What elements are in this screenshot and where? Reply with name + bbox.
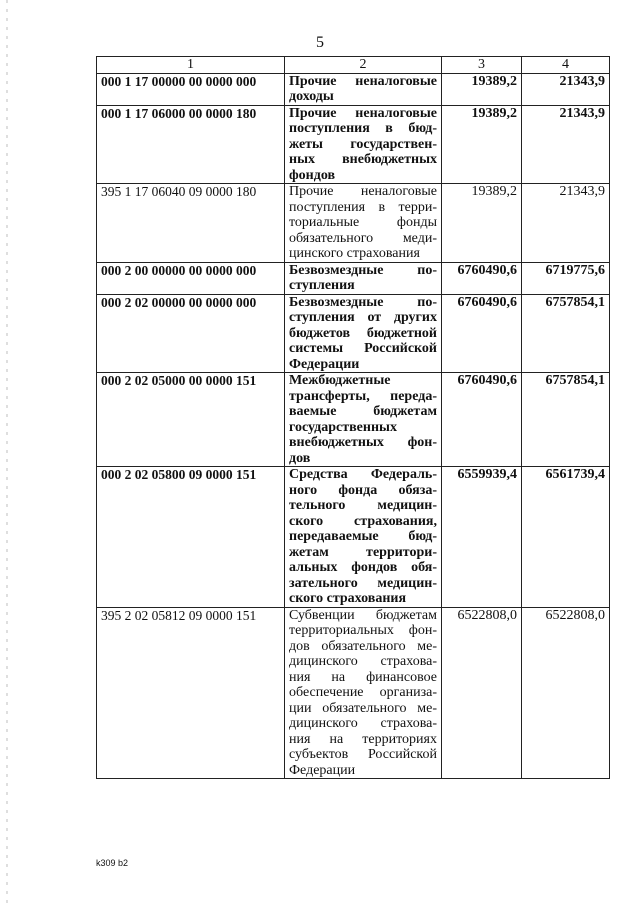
revenue-name-line: территориальных фон-	[289, 623, 437, 638]
revenue-name-line: ции обязательного ме-	[289, 700, 437, 716]
revenue-name-line: Прочие неналоговые	[289, 184, 437, 199]
table-row	[97, 373, 610, 467]
amount-column-3: 19389,2	[442, 184, 522, 263]
footer-document-code: k309 b2	[96, 858, 129, 868]
revenue-name-line: дов обязательного ме-	[289, 638, 437, 654]
revenue-name-line: Межбюджетные	[289, 373, 391, 388]
revenue-name-line: обязательного меди-	[289, 230, 437, 246]
revenue-name-line: ториальные фонды	[289, 215, 437, 230]
revenue-name-line: ступления	[289, 278, 355, 293]
amount-column-4: 6561739,4	[522, 467, 610, 608]
budget-classification-code: 000 2 00 00000 00 0000 000	[97, 262, 285, 294]
revenue-name	[285, 105, 442, 184]
revenue-name-line: тельного медицин-	[289, 498, 437, 513]
revenue-name-line: ского страхования,	[289, 513, 437, 529]
amount-column-4: 6719775,6	[522, 262, 610, 294]
budget-classification-code: 000 1 17 06000 00 0000 180	[97, 105, 285, 184]
revenue-name-line: Средства Федераль-	[289, 467, 437, 482]
revenue-name-line: альных фондов обя-	[289, 560, 437, 575]
revenue-name-line: трансферты, переда-	[289, 388, 437, 404]
amount-column-4: 6757854,1	[522, 294, 610, 373]
revenue-name-line: дов	[289, 450, 311, 466]
revenue-name-line: поступления в бюд-	[289, 121, 437, 136]
column-number-3: 3	[442, 57, 522, 74]
amount-column-3: 6760490,6	[442, 262, 522, 294]
revenue-name-line: ния на финансовое	[289, 669, 437, 685]
amount-column-3: 6760490,6	[442, 373, 522, 467]
amount-column-3: 19389,2	[442, 105, 522, 184]
revenue-name-line: цинского страхования	[289, 246, 420, 261]
amount-column-4: 21343,9	[522, 73, 610, 105]
revenue-name-line: бюджетов бюджетной	[289, 325, 437, 341]
revenue-name-line: ного фонда обяза-	[289, 482, 437, 498]
revenue-name-line: ского страхования	[289, 591, 407, 606]
amount-column-4: 6757854,1	[522, 373, 610, 467]
revenue-name-line: обеспечение организа-	[289, 685, 437, 700]
amount-column-4: 6522808,0	[522, 607, 610, 779]
revenue-name	[285, 607, 442, 779]
revenue-name-line: Прочие неналоговые	[289, 105, 437, 121]
revenue-name-line: жетам территори-	[289, 544, 437, 560]
revenue-name	[285, 294, 442, 373]
budget-classification-code: 000 2 02 00000 00 0000 000	[97, 294, 285, 373]
amount-column-3: 6760490,6	[442, 294, 522, 373]
revenue-name	[285, 73, 442, 105]
table-row	[97, 467, 610, 608]
budget-classification-code: 395 1 17 06040 09 0000 180	[97, 184, 285, 263]
revenue-name-line: зательного медицин-	[289, 575, 437, 591]
table-row	[97, 105, 610, 184]
budget-classification-code: 000 2 02 05800 09 0000 151	[97, 467, 285, 608]
column-number-4: 4	[522, 57, 610, 74]
table-body	[97, 73, 610, 779]
budget-classification-code: 000 1 17 00000 00 0000 000	[97, 73, 285, 105]
scan-edge-artifact	[6, 0, 8, 905]
revenue-name-line: Безвозмездные по-	[289, 262, 437, 278]
revenue-name-line: поступления в терри-	[289, 199, 437, 215]
budget-classification-code: 395 2 02 05812 09 0000 151	[97, 607, 285, 779]
column-number-row	[97, 57, 610, 74]
amount-column-3: 6522808,0	[442, 607, 522, 779]
page-number: 5	[316, 34, 324, 51]
table-row	[97, 184, 610, 263]
revenue-name-line: ния на территориях	[289, 731, 437, 747]
revenue-name-line: фондов	[289, 167, 336, 183]
revenue-name-line: Федерации	[289, 356, 360, 372]
revenue-name-line: жеты государствен-	[289, 136, 437, 152]
revenue-name-line: дицинского страхова-	[289, 716, 437, 731]
budget-revenue-table	[96, 56, 610, 779]
column-number-1: 1	[97, 57, 285, 74]
revenue-name	[285, 467, 442, 608]
amount-column-3: 6559939,4	[442, 467, 522, 608]
revenue-name-line: ваемые бюджетам	[289, 404, 437, 419]
revenue-name	[285, 373, 442, 467]
amount-column-3: 19389,2	[442, 73, 522, 105]
revenue-name-line: Безвозмездные по-	[289, 294, 437, 310]
revenue-name-line: государственных	[289, 419, 397, 435]
revenue-name-line: передаваемые бюд-	[289, 529, 437, 544]
table-row	[97, 73, 610, 105]
table-row	[97, 294, 610, 373]
revenue-name-line: дицинского страхова-	[289, 654, 437, 669]
revenue-name-line: ных внебюджетных	[289, 152, 437, 167]
revenue-name-line: субъектов Российской	[289, 747, 437, 762]
amount-column-4: 21343,9	[522, 184, 610, 263]
amount-column-4: 21343,9	[522, 105, 610, 184]
revenue-name-line: ступления от других	[289, 310, 437, 325]
column-number-2: 2	[285, 57, 442, 74]
revenue-name-line: доходы	[289, 89, 334, 104]
revenue-name-line: внебюджетных фон-	[289, 435, 437, 450]
revenue-name-line: Субвенции бюджетам	[289, 607, 437, 623]
table-row	[97, 607, 610, 779]
revenue-name	[285, 184, 442, 263]
table-row	[97, 262, 610, 294]
budget-classification-code: 000 2 02 05000 00 0000 151	[97, 373, 285, 467]
revenue-name-line: Федерации	[289, 762, 356, 778]
revenue-name-line: Прочие неналоговые	[289, 73, 437, 89]
revenue-name	[285, 262, 442, 294]
revenue-name-line: системы Российской	[289, 341, 437, 356]
